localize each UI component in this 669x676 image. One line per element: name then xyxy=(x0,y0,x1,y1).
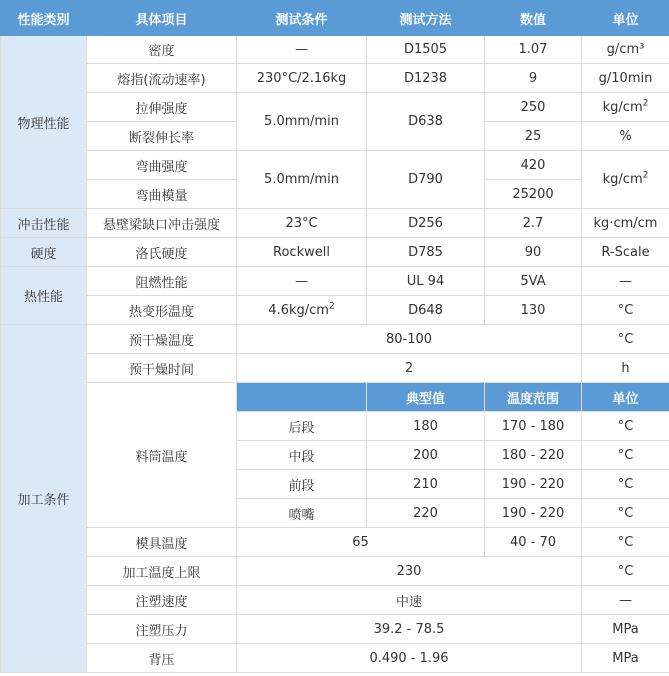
value-cell: 25200 xyxy=(485,180,582,209)
header-method: 测试方法 xyxy=(367,1,485,36)
table-row xyxy=(1,209,669,238)
condition-cell: 230°C/2.16kg xyxy=(237,64,367,93)
value-cell: 2 xyxy=(237,354,582,383)
category-processing: 加工条件 xyxy=(1,325,87,673)
unit-cell: °C xyxy=(582,470,669,499)
typical-cell: 220 xyxy=(367,499,485,528)
value-cell: 0.490 - 1.96 xyxy=(237,644,582,673)
range-cell: 180 - 220 xyxy=(485,441,582,470)
value-cell: 25 xyxy=(485,122,582,151)
item-cell: 断裂伸长率 xyxy=(87,122,237,151)
table-header-row xyxy=(1,1,669,36)
unit-cell: MPa xyxy=(582,644,669,673)
unit-cell: g/10min xyxy=(582,64,669,93)
method-cell: D785 xyxy=(367,238,485,267)
value-cell: 230 xyxy=(237,557,582,586)
unit-cell: °C xyxy=(582,325,669,354)
condition-superscript: 2 xyxy=(328,301,335,312)
unit-cell: °C xyxy=(582,557,669,586)
method-cell: D638 xyxy=(367,93,485,151)
item-cell: 悬壁梁缺口冲击强度 xyxy=(87,209,237,238)
unit-cell: — xyxy=(582,267,669,296)
category-impact: 冲击性能 xyxy=(1,209,87,238)
unit-superscript: 2 xyxy=(642,170,649,181)
unit-cell: — xyxy=(582,586,669,615)
item-cell: 拉伸强度 xyxy=(87,93,237,122)
unit-cell: kg·cm/cm xyxy=(582,209,669,238)
table-row xyxy=(1,354,669,383)
value-cell: 9 xyxy=(485,64,582,93)
condition-cell: 5.0mm/min xyxy=(237,93,367,151)
category-hardness: 硬度 xyxy=(1,238,87,267)
item-cell: 模具温度 xyxy=(87,528,237,557)
item-cell: 预干燥温度 xyxy=(87,325,237,354)
table-row xyxy=(1,238,669,267)
method-cell: D256 xyxy=(367,209,485,238)
item-cell: 熔指(流动速率) xyxy=(87,64,237,93)
unit-cell: °C xyxy=(582,441,669,470)
zone-cell: 后段 xyxy=(237,412,367,441)
header-condition: 测试条件 xyxy=(237,1,367,36)
value-cell: 80-100 xyxy=(237,325,582,354)
value-cell: 1.07 xyxy=(485,36,582,64)
unit-superscript: 2 xyxy=(642,98,649,109)
table-row xyxy=(1,586,669,615)
value-cell: 中速 xyxy=(237,586,582,615)
item-cell: 弯曲强度 xyxy=(87,151,237,180)
table-row xyxy=(1,267,669,296)
item-cell: 密度 xyxy=(87,36,237,64)
item-cell: 注塑速度 xyxy=(87,586,237,615)
value-cell: 420 xyxy=(485,151,582,180)
subheader-range: 温度范围 xyxy=(485,383,582,412)
table-row xyxy=(1,296,669,325)
table-row xyxy=(1,528,669,557)
zone-cell: 前段 xyxy=(237,470,367,499)
unit-cell: R-Scale xyxy=(582,238,669,267)
condition-cell: 23°C xyxy=(237,209,367,238)
item-cell: 洛氏硬度 xyxy=(87,238,237,267)
category-physical: 物理性能 xyxy=(1,36,87,209)
table-row xyxy=(1,64,669,93)
subheader-unit: 单位 xyxy=(582,383,669,412)
zone-cell: 中段 xyxy=(237,441,367,470)
unit-cell xyxy=(582,151,669,209)
zone-cell: 喷嘴 xyxy=(237,499,367,528)
condition-cell: — xyxy=(237,36,367,64)
table-row xyxy=(1,325,669,354)
category-thermal: 热性能 xyxy=(1,267,87,325)
value-cell: 2.7 xyxy=(485,209,582,238)
header-item: 具体项目 xyxy=(87,1,237,36)
unit-cell xyxy=(582,93,669,122)
barrel-temp-label: 料筒温度 xyxy=(87,383,237,528)
subheader-blank xyxy=(237,383,367,412)
item-cell: 加工温度上限 xyxy=(87,557,237,586)
range-cell: 190 - 220 xyxy=(485,499,582,528)
method-cell: D1505 xyxy=(367,36,485,64)
method-cell: D648 xyxy=(367,296,485,325)
unit-main: kg/cm xyxy=(602,172,643,187)
table-row xyxy=(1,93,669,122)
typical-cell: 200 xyxy=(367,441,485,470)
range-cell: 40 - 70 xyxy=(485,528,582,557)
unit-cell: MPa xyxy=(582,615,669,644)
method-cell: D1238 xyxy=(367,64,485,93)
unit-cell: h xyxy=(582,354,669,383)
table-row xyxy=(1,151,669,180)
subheader-typical: 典型值 xyxy=(367,383,485,412)
barrel-subheader-row xyxy=(1,383,669,412)
method-cell: UL 94 xyxy=(367,267,485,296)
table-row xyxy=(1,644,669,673)
condition-main: 4.6kg/cm xyxy=(268,302,329,318)
condition-cell: 5.0mm/min xyxy=(237,151,367,209)
unit-cell: °C xyxy=(582,528,669,557)
unit-cell: °C xyxy=(582,499,669,528)
header-value: 数值 xyxy=(485,1,582,36)
value-cell: 90 xyxy=(485,238,582,267)
value-cell: 39.2 - 78.5 xyxy=(237,615,582,644)
unit-cell: % xyxy=(582,122,669,151)
unit-cell: °C xyxy=(582,296,669,325)
value-cell: 130 xyxy=(485,296,582,325)
table-row xyxy=(1,615,669,644)
method-cell: D790 xyxy=(367,151,485,209)
value-cell: 5VA xyxy=(485,267,582,296)
header-unit: 单位 xyxy=(582,1,669,36)
typical-cell: 65 xyxy=(237,528,485,557)
table-row xyxy=(1,36,669,64)
unit-cell: g/cm³ xyxy=(582,36,669,64)
table-row xyxy=(1,557,669,586)
typical-cell: 180 xyxy=(367,412,485,441)
range-cell: 170 - 180 xyxy=(485,412,582,441)
item-cell: 阻燃性能 xyxy=(87,267,237,296)
item-cell: 注塑压力 xyxy=(87,615,237,644)
typical-cell: 210 xyxy=(367,470,485,499)
item-cell: 热变形温度 xyxy=(87,296,237,325)
condition-cell: — xyxy=(237,267,367,296)
unit-main: kg/cm xyxy=(602,99,643,115)
header-category: 性能类别 xyxy=(1,1,87,36)
item-cell: 预干燥时间 xyxy=(87,354,237,383)
condition-cell: Rockwell xyxy=(237,238,367,267)
range-cell: 190 - 220 xyxy=(485,470,582,499)
item-cell: 背压 xyxy=(87,644,237,673)
item-cell: 弯曲模量 xyxy=(87,180,237,209)
value-cell: 250 xyxy=(485,93,582,122)
condition-cell xyxy=(237,296,367,325)
unit-cell: °C xyxy=(582,412,669,441)
